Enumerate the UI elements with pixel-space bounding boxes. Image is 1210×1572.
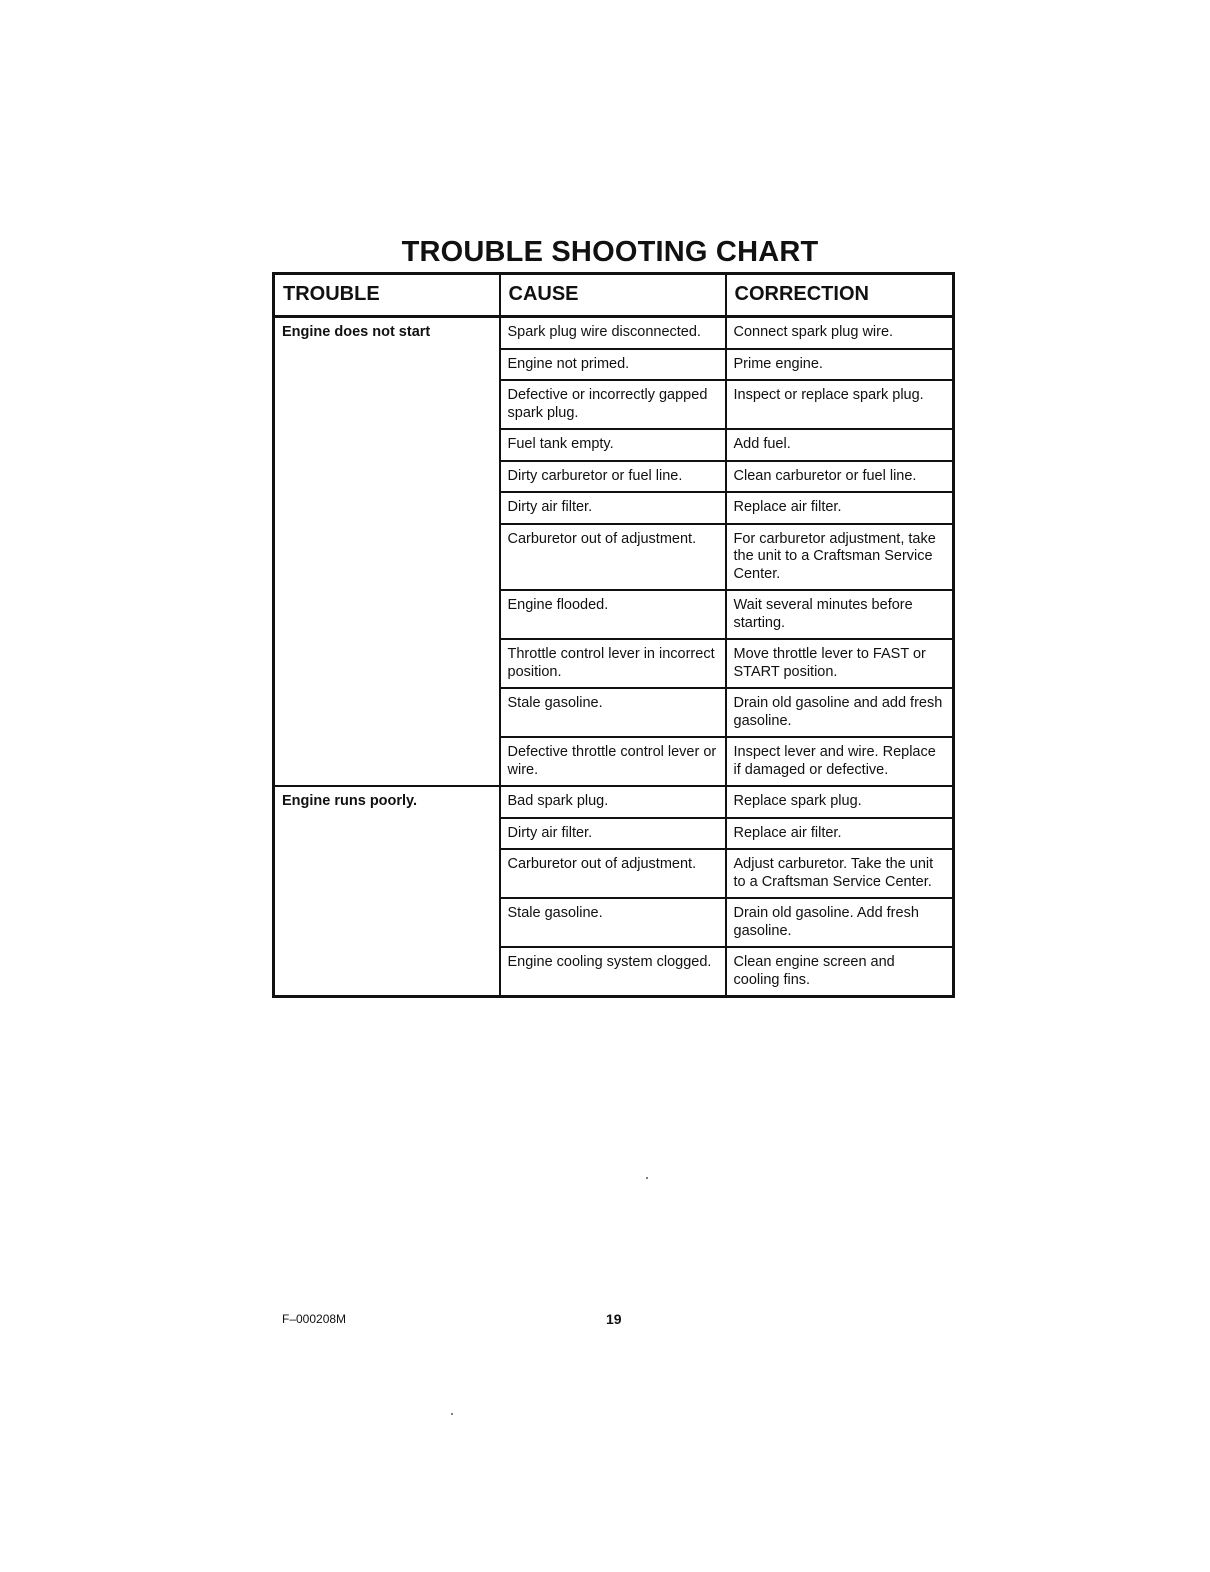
cause-cell: Carburetor out of adjustment.	[500, 524, 726, 591]
trouble-shooting-table	[272, 272, 955, 998]
cause-cell: Stale gasoline.	[500, 898, 726, 947]
correction-cell: Replace air filter.	[726, 492, 954, 524]
correction-cell: Replace spark plug.	[726, 786, 954, 818]
header-correction: CORRECTION	[726, 274, 954, 317]
page-title: TROUBLE SHOOTING CHART	[401, 236, 819, 268]
trouble-cell: Engine does not start	[274, 317, 500, 787]
correction-cell: Drain old gasoline and add fresh gasoline.	[726, 688, 954, 737]
cause-cell: Engine cooling system clogged.	[500, 947, 726, 997]
correction-cell: Move throttle lever to FAST or START position.	[726, 639, 954, 688]
document-code: F–000208M	[282, 1312, 347, 1326]
correction-cell: Clean engine screen and cooling fins.	[726, 947, 954, 997]
correction-cell: Prime engine.	[726, 349, 954, 381]
scan-speck	[451, 1413, 453, 1415]
cause-cell: Engine flooded.	[500, 590, 726, 639]
cause-cell: Stale gasoline.	[500, 688, 726, 737]
cause-cell: Dirty air filter.	[500, 492, 726, 524]
cause-cell: Spark plug wire disconnected.	[500, 317, 726, 349]
correction-cell: Inspect lever and wire. Replace if damaged or defective.	[726, 737, 954, 786]
cause-cell: Defective or incorrectly gapped spark plug.	[500, 380, 726, 429]
correction-cell: Clean carburetor or fuel line.	[726, 461, 954, 493]
table-row	[274, 317, 954, 349]
cause-cell: Defective throttle control lever or wire.	[500, 737, 726, 786]
page-number: 19	[606, 1311, 622, 1327]
cause-cell: Dirty air filter.	[500, 818, 726, 850]
correction-cell: Replace air filter.	[726, 818, 954, 850]
header-trouble: TROUBLE	[274, 274, 500, 317]
cause-cell: Engine not primed.	[500, 349, 726, 381]
table-body	[274, 317, 954, 997]
cause-cell: Fuel tank empty.	[500, 429, 726, 461]
table-row	[274, 786, 954, 818]
cause-cell: Dirty carburetor or fuel line.	[500, 461, 726, 493]
header-cause: CAUSE	[500, 274, 726, 317]
cause-cell: Throttle control lever in incorrect position.	[500, 639, 726, 688]
scan-speck	[646, 1177, 648, 1179]
cause-cell: Carburetor out of adjustment.	[500, 849, 726, 898]
correction-cell: Inspect or replace spark plug.	[726, 380, 954, 429]
correction-cell: Wait several minutes before starting.	[726, 590, 954, 639]
table-header-row	[274, 274, 954, 317]
correction-cell: Drain old gasoline. Add fresh gasoline.	[726, 898, 954, 947]
trouble-cell: Engine runs poorly.	[274, 786, 500, 997]
correction-cell: Adjust carburetor. Take the unit to a Craftsman Service Center.	[726, 849, 954, 898]
cause-cell: Bad spark plug.	[500, 786, 726, 818]
correction-cell: Connect spark plug wire.	[726, 317, 954, 349]
correction-cell: For carburetor adjustment, take the unit to a Craftsman Service Center.	[726, 524, 954, 591]
correction-cell: Add fuel.	[726, 429, 954, 461]
